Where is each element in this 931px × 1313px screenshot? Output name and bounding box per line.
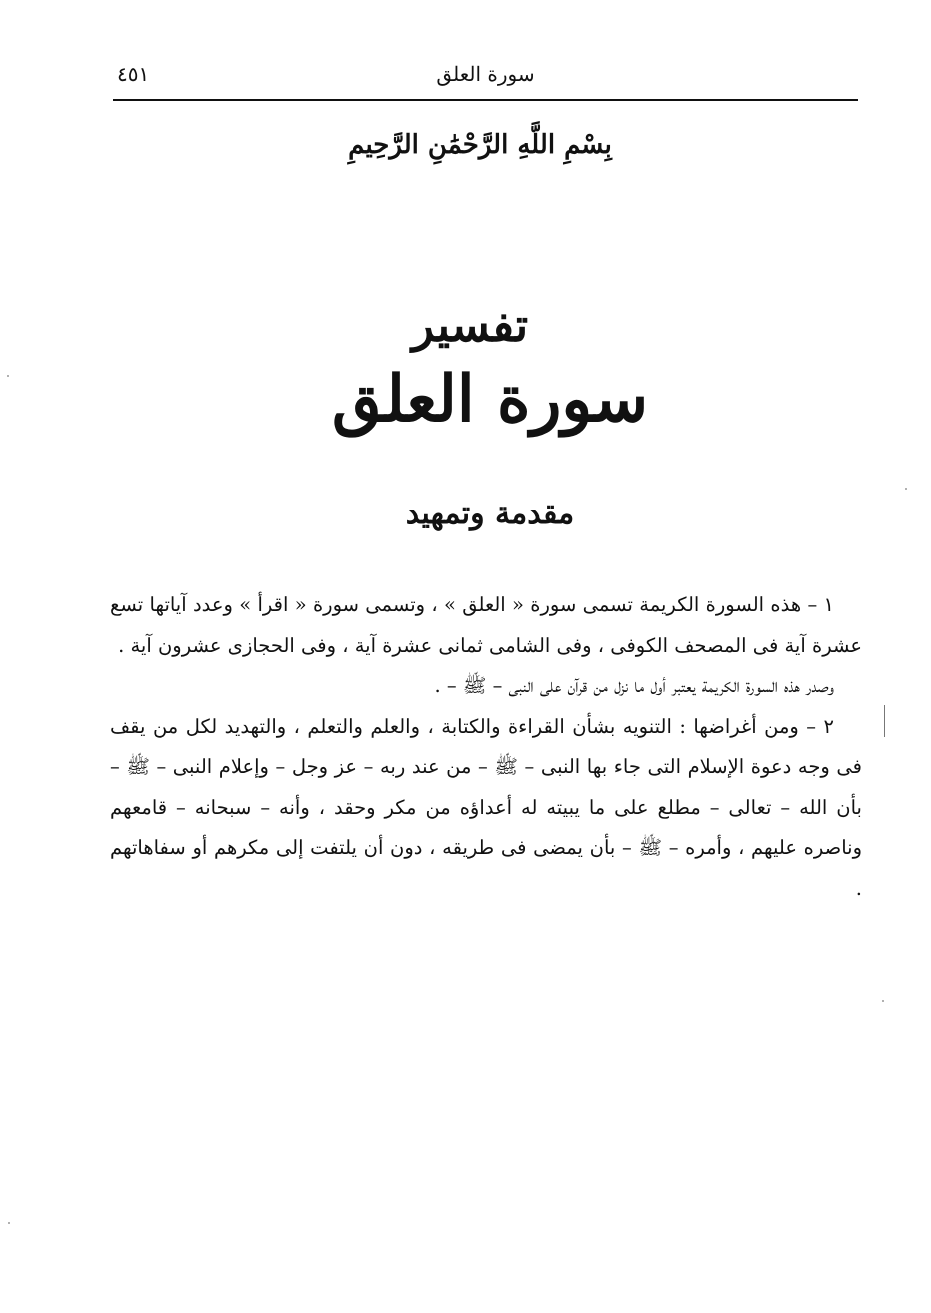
section-heading: مقدمة وتمهيد (405, 496, 575, 531)
paragraph: ١ – هذه السورة الكريمة تسمى سورة « العلق » ، وتسمى سورة « اقرأ » وعدد آياتها تسع عشرة آية فى المصحف الكوفى ، وفى الشامى ثمانى عشرة آية ، وفى الحجازى عشرون آية . (110, 593, 862, 657)
paragraph: وصدر هذه السورة الكريمة يعتبر أول ما نزل من قرآن على النبى – ﷺ – . (434, 674, 834, 697)
paragraph: ٢ – ومن أغراضها : التنويه بشأن القراءة والكتابة ، والعلم والتعلم ، والتهديد لكل من يقف فى وجه دعوة الإسلام التى جاء بها النبى – ﷺ – من عند ربه – عز وجل – وإعلام النبى – ﷺ – بأن الله – تعالى – مطلع على ما يبيته له أعداؤه من مكر وحقد ، وأنه – سبحانه – قامعهم وناصره عليهم ، وأمره – ﷺ – بأن يمضى فى طريقه ، دون أن يلتفت إلى مكرهم أو سفاهاتهم . (110, 714, 862, 900)
running-header-title: سورة العلق (436, 62, 535, 86)
margin-mark (884, 705, 885, 737)
page-number: ٤٥١ (117, 62, 150, 86)
scan-speck (8, 1222, 10, 1224)
body-text (110, 585, 862, 909)
basmala: بِسْمِ اللَّهِ الرَّحْمَٰنِ الرَّحِيمِ (348, 130, 612, 160)
running-header (113, 58, 858, 92)
heading-tafsir: تفسير (411, 298, 529, 352)
header-divider (113, 99, 858, 101)
scan-speck (7, 375, 9, 377)
heading-surah-name: سورة العلق (331, 362, 649, 437)
scan-speck (905, 488, 907, 490)
scan-speck (882, 1000, 884, 1002)
